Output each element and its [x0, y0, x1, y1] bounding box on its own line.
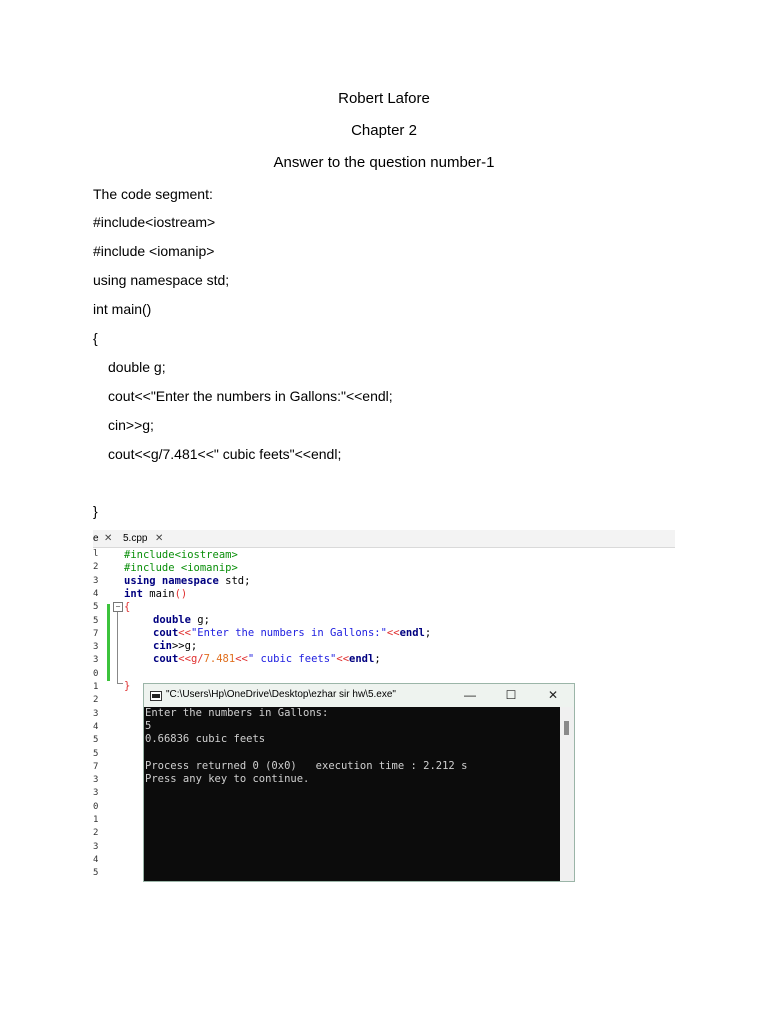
tab-previous[interactable]: e: [93, 533, 99, 544]
editor-line-6[interactable]: double g;: [153, 614, 210, 626]
line-number: 4: [93, 721, 99, 732]
console-line: Press any key to continue.: [145, 772, 310, 785]
console-output[interactable]: [144, 707, 561, 881]
author-name: Robert Lafore: [338, 90, 430, 107]
line-number: 3: [93, 841, 99, 852]
line-number: 2: [93, 828, 99, 839]
code-line-10: }: [93, 503, 98, 519]
close-icon[interactable]: ✕: [104, 533, 113, 544]
close-icon[interactable]: ✕: [155, 533, 164, 544]
scrollbar-thumb[interactable]: [564, 721, 569, 735]
close-icon[interactable]: ✕: [547, 688, 559, 702]
line-number: 3: [93, 575, 99, 586]
code-line-7: cout<<"Enter the numbers in Gallons:"<<endl;: [108, 388, 393, 404]
line-number: 3: [93, 708, 99, 719]
line-number: 2: [93, 695, 99, 706]
line-number: 3: [93, 642, 99, 653]
code-line-2: #include <iomanip>: [93, 243, 215, 259]
line-number: 0: [93, 801, 99, 812]
console-title: "C:\Users\Hp\OneDrive\Desktop\ezhar sir hw\5.exe": [166, 689, 396, 700]
editor-line-8[interactable]: cin>>g;: [153, 640, 198, 652]
tab-5-cpp[interactable]: 5.cpp: [123, 533, 148, 544]
editor-line-10[interactable]: }: [124, 680, 131, 692]
line-number: 3: [93, 788, 99, 799]
code-line-6: double g;: [108, 359, 166, 375]
console-line: Enter the numbers in Gallons:: [145, 707, 329, 719]
line-number: 4: [93, 588, 99, 599]
line-number: 7: [93, 761, 99, 772]
chapter-title: Chapter 2: [351, 122, 417, 139]
editor-line-3[interactable]: using namespace std;: [124, 575, 251, 587]
line-number: 1: [93, 682, 99, 692]
line-number: 5: [93, 735, 99, 746]
code-line-8: cin>>g;: [108, 417, 154, 433]
console-line: 5: [145, 720, 152, 733]
editor-line-5[interactable]: {: [124, 601, 131, 613]
editor-line-2[interactable]: #include <iomanip>: [124, 562, 238, 574]
line-number: 3: [93, 775, 99, 786]
line-number: 5: [93, 868, 99, 879]
line-number: 0: [93, 668, 99, 679]
console-app-icon: [150, 691, 162, 701]
console-title-bar[interactable]: [144, 684, 574, 707]
intro-text: The code segment:: [93, 186, 213, 202]
maximize-icon[interactable]: ☐: [505, 688, 517, 702]
line-number: 2: [93, 562, 99, 573]
console-scrollbar[interactable]: [560, 707, 574, 881]
change-marker-bar: [107, 604, 110, 681]
line-number: 5: [93, 615, 99, 626]
line-number: 7: [93, 628, 99, 639]
line-number-gutter: [93, 548, 101, 880]
editor-line-4[interactable]: int main(): [124, 588, 188, 600]
fold-guide: [117, 612, 118, 684]
line-number: 3: [93, 655, 99, 666]
line-number: 5: [93, 748, 99, 759]
console-line: [145, 747, 561, 760]
fold-guide-end: [117, 683, 123, 684]
editor-tab-bar: [93, 530, 675, 548]
line-number: 1: [93, 815, 99, 825]
minimize-icon[interactable]: —: [464, 688, 476, 702]
code-line-1: #include<iostream>: [93, 214, 216, 230]
code-line-5: {: [93, 330, 98, 346]
line-number: l: [93, 549, 99, 559]
code-line-4: int main(): [93, 301, 152, 317]
line-number: 4: [93, 854, 99, 865]
question-heading: Answer to the question number-1: [273, 154, 495, 171]
console-window[interactable]: [143, 683, 575, 882]
code-line-9: cout<<g/7.481<<" cubic feets"<<endl;: [108, 446, 342, 462]
code-line-3: using namespace std;: [93, 272, 230, 288]
line-number: 5: [93, 602, 99, 613]
fold-minus-icon[interactable]: −: [113, 602, 123, 612]
editor-line-9[interactable]: cout<<g/7.481<<" cubic feets"<<endl;: [153, 653, 381, 665]
editor-line-7[interactable]: cout<<"Enter the numbers in Gallons:"<<endl;: [153, 627, 432, 639]
editor-line-1[interactable]: #include<iostream>: [124, 549, 238, 561]
console-line: Process returned 0 (0x0) execution time : 2.212 s: [145, 759, 468, 772]
console-line: 0.66836 cubic feets: [145, 733, 266, 746]
